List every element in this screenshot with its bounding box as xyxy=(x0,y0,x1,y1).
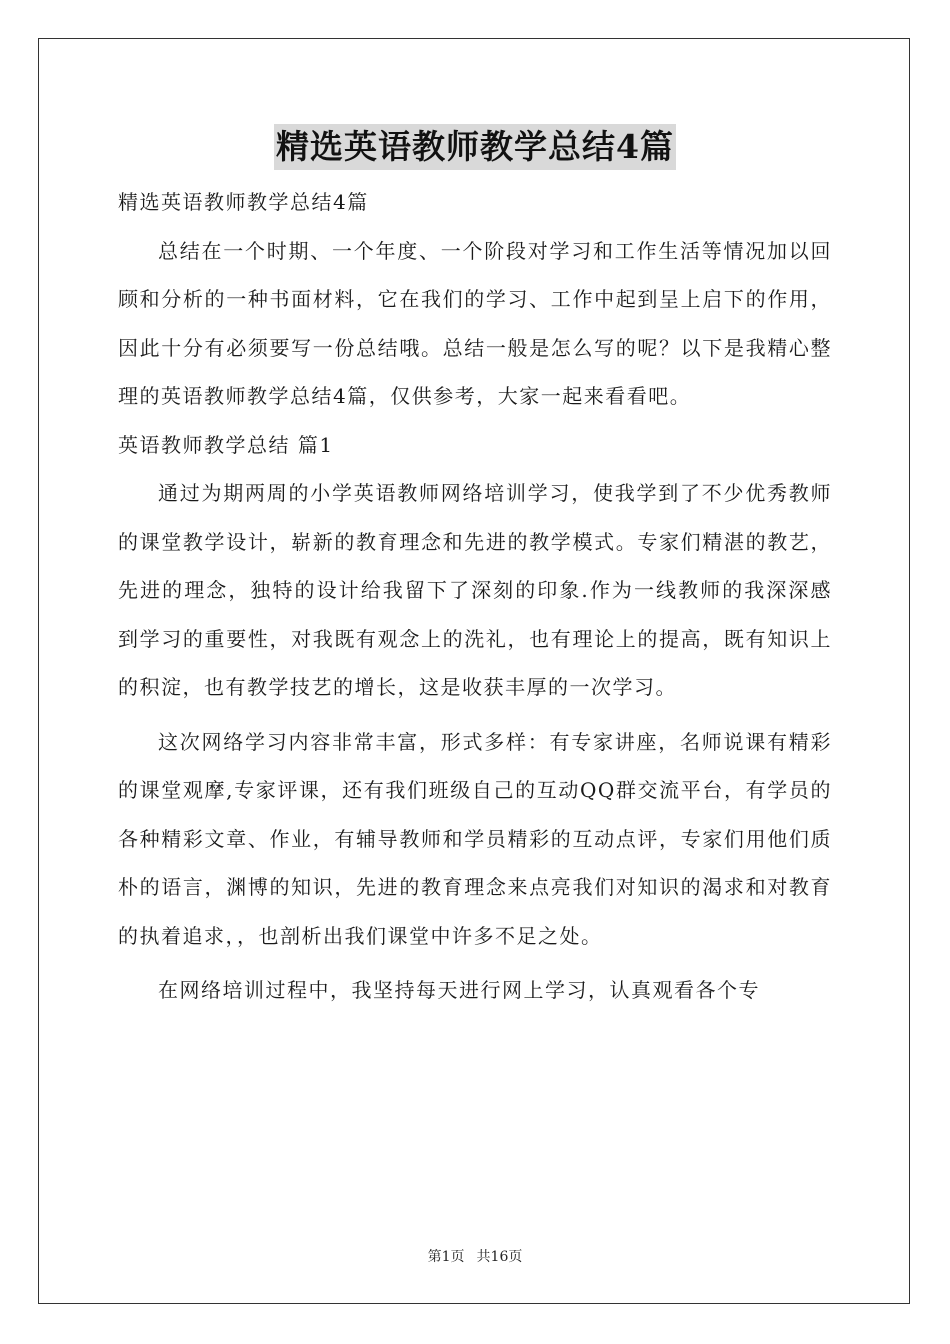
document-subtitle: 精选英语教师教学总结4篇 xyxy=(118,190,369,214)
body-paragraph: 在网络培训过程中，我坚持每天进行网上学习，认真观看各个专 xyxy=(158,978,760,1002)
page-total: 共16页 xyxy=(476,1249,523,1265)
page-number: 第1页 xyxy=(427,1249,465,1265)
intro-paragraph: 总结在一个时期、一个年度、一个阶段对学习和工作生活等情况加以回顾和分析的一种书面材料，它在我们的学习、工作中起到呈上启下的作用，因此十分有必须要写一份总结哦。总结一般是怎么写的呢？以下是我精心整理的英语教师教学总结4篇，仅供参考，大家一起来看看吧。 xyxy=(118,238,832,408)
document-body xyxy=(118,178,832,1015)
body-paragraph: 通过为期两周的小学英语教师网络培训学习，使我学到了不少优秀教师的课堂教学设计，崭新的教育理念和先进的教学模式。专家们精湛的教艺，先进的理念，独特的设计给我留下了深刻的印象.作为一线教师的我深深感到学习的重要性，对我既有观念上的洗礼，也有理论上的提高，既有知识上的积淀，也有教学技艺的增长，这是收获丰厚的一次学习。 xyxy=(118,481,832,699)
title-container xyxy=(0,124,950,170)
document-title: 精选英语教师教学总结4篇 xyxy=(274,124,676,170)
page-footer xyxy=(0,1247,950,1267)
section-heading: 英语教师教学总结 篇1 xyxy=(118,432,334,457)
body-paragraph: 这次网络学习内容非常丰富，形式多样：有专家讲座，名师说课有精彩的课堂观摩,专家评课，还有我们班级自己的互动QQ群交流平台，有学员的各种精彩文章、作业，有辅导教师和学员精彩的互动点评，专家们用他们质朴的语言，渊博的知识，先进的教育理念来点亮我们对知识的渴求和对教育的执着追求，，也剖析出我们课堂中许多不足之处。 xyxy=(118,729,832,948)
